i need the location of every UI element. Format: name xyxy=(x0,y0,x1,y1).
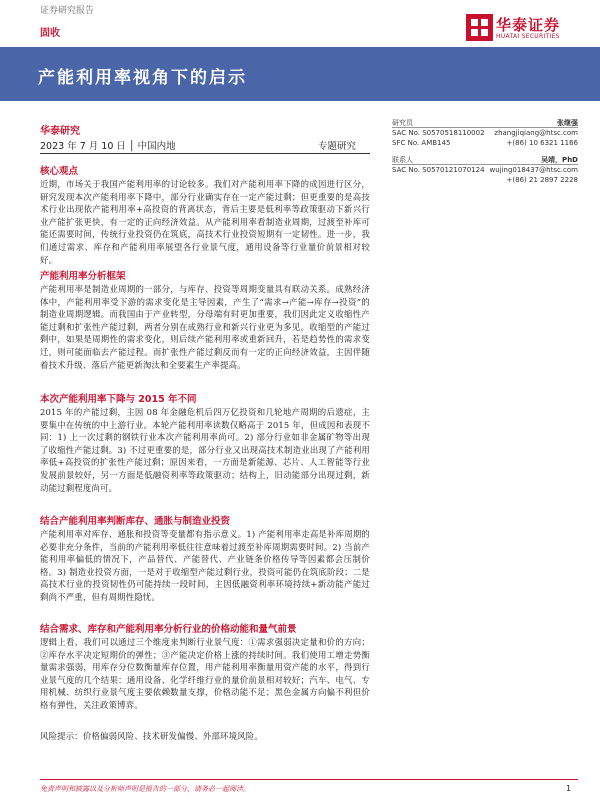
analyst-row xyxy=(392,165,578,175)
risk-warning xyxy=(40,730,370,743)
section-heading: 本次产能利用率下降与 2015 年不同 xyxy=(40,394,197,405)
analyst-phone: +(86) 21 2897 2228 xyxy=(506,176,578,184)
risk-text: 风险提示：价格偏弱风险、技术研发偏慢、外部环境风险。 xyxy=(40,731,263,741)
logo-name: 华泰证券 xyxy=(496,16,561,34)
footer-disclaimer: 免责声明和披露以及分析师声明是报告的一部分，请务必一起阅读。 xyxy=(40,785,250,793)
category-label: 固收 xyxy=(40,28,60,39)
analyst-role: 研究员 xyxy=(392,119,413,127)
section-framework xyxy=(40,271,370,371)
analyst-name: 张继强 xyxy=(557,119,578,127)
section-text: 逻辑上看，我们可以通过三个维度来判断行业景气度：①需求强弱决定量和价的方向；②库存水平决定短期价的弹性；③产能决定价格上涨的持续时间。我们使用工增走势衡量需求强弱，用库存分位数衡量库存位置，用产能利用率衡量用资产能的水平，得到行业景气度的几个结果：通用设备、化学纤维行业的量价前景相对较好；汽车、电气、专用机械、纺织行业景气度主要依赖数量支撑，价格动能不足；黑色金属方向偏不利但价格有弹性，关注政策博弈。 xyxy=(40,637,370,710)
section-text: 产能利用率对库存、通胀和投资等变量都有指示意义。1) 产能利用率走高是补库周期的必要非充分条件，当前的产能利用率低往往意味着过渡至补库周期需要时间。2) 当前产能利用率偏低的情况下，产品替代、产能替代、产业链条价格传导等因素都会压制价格。3) 制造业投资方面，一是对于收缩型产能过剩行业，投资可能仍在筑底阶段；二是高技术行业的投资韧性仍可能持续一段时间，主因低融资利率环境持续+新动能产能过剩尚不严重，但有周期性隐忧。 xyxy=(40,529,370,602)
logo-icon xyxy=(466,14,493,41)
title-banner xyxy=(0,47,600,101)
section-text: 2015 年的产能过剩，主因 08 年金融危机后四万亿投资和几轮地产周期的后遗症，主要集中在传统的中上游行业。本轮产能利用率读数仅略高于 2015 年，但成因和表现不同：1) 上一次过剩的钢铁行业本次产能利用率尚可。2) 部分行业如非金属矿物等出现了收缩性产能过剩。3) 不过更重要的是，部分行业又出现高技术制造业出现了产能利用率低+高投资的扩张性产能过剩；原因来看，一方面是新能源、芯片、人工智能等行业发展前景较好，另一方面是低融资利率等政策驱动；结构上，旧动能部分出现过剩，新动能过剩程度尚可。 xyxy=(40,407,370,493)
report-dateline: 2023 年 7 月 10 日 │ 中国内地 xyxy=(40,141,176,152)
section-heading: 产能利用率分析框架 xyxy=(40,271,126,282)
section-text: 近期，市场关于我国产能利用率的讨论较多。我们对产能利用率下降的成因进行区分，研究发现本次产能利用率下降中，部分行业确实存在一定产能过剩；但更重要的是高技术行业出现依产能利用率+高投资的背离状态，背后主要是低利率等政策驱动下新兴行业产能扩张更快，有一定的正向经济效益。从产能利用率看制造业周期，过渡至补库可能还需要时间，传统行业投资仍在筑底，高技术行业投资短期有一定韧性。进一步，我们通过需求、库存和产能利用率展望各行业景气度，通用设备等行业量价前景相对较好。 xyxy=(40,179,370,265)
logo-english-name: HUATAI SECURITIES xyxy=(496,33,560,40)
section-2015-comparison xyxy=(40,394,370,494)
section-heading: 结合产能利用率判断库存、通胀与制造业投资 xyxy=(40,516,231,527)
section-text: 产能利用率是制造业周期的一部分，与库存、投资等周期变量具有联动关系。成熟经济体中，产能利用率受下游的需求变化是主导因素，产生了“需求→产能→库存→投资”的制造业周期逻辑。而我国由于产业转型，分母端有时更加重要，我们因此定义收缩性产能过剩和扩张性产能过剩，两者分别在成熟行业和新兴行业更为多见。收缩型的产能过剩中，如果是周期性的需求变化，则后续产能利用率或重新回升，若是趋势性的需求变迁，则可能面临去产能过程。而扩张性产能过剩反而有一定的正向经济效益，主因伴随着技术升级、落后产能更新淘汰和全要素生产率提高。 xyxy=(40,284,370,370)
analyst-row xyxy=(392,175,578,185)
analyst-email[interactable]: zhangjiqiang@htsc.com xyxy=(494,129,578,137)
analyst-phone: +(86) 10 6321 1166 xyxy=(506,139,578,147)
report-title: 产能利用率视角下的启示 xyxy=(38,68,247,88)
analyst-row xyxy=(392,128,578,138)
section-core-views xyxy=(40,166,370,266)
analyst-sfc: SFC No. AMB145 xyxy=(392,139,451,147)
analyst-header-row xyxy=(392,117,578,127)
section-heading: 结合需求、库存和产能利用率分析行业的价格动能和量气前景 xyxy=(40,624,297,635)
analyst-email[interactable]: wujing018437@htsc.com xyxy=(489,166,578,174)
analyst-panel xyxy=(392,117,578,185)
report-type-label: 证券研究报告 xyxy=(40,6,95,16)
section-heading: 核心观点 xyxy=(40,166,79,177)
analyst-role: 联系人 xyxy=(392,156,413,164)
section-inventory-inflation xyxy=(40,516,370,604)
analyst-sac: SAC No. S0570121070124 xyxy=(392,166,485,174)
section-industry-outlook xyxy=(40,624,370,712)
analyst-name: 吴靖，PhD xyxy=(541,156,578,164)
company-logo xyxy=(466,14,578,44)
analyst-sac: SAC No. S0570518110002 xyxy=(392,129,485,137)
analyst-row xyxy=(392,138,578,148)
divider xyxy=(40,153,370,154)
footer-divider xyxy=(40,779,578,780)
report-type: 专题研究 xyxy=(318,141,357,152)
analyst-header-row xyxy=(392,154,578,164)
page-number: 1 xyxy=(566,784,572,793)
organization-name: 华泰研究 xyxy=(40,126,80,137)
